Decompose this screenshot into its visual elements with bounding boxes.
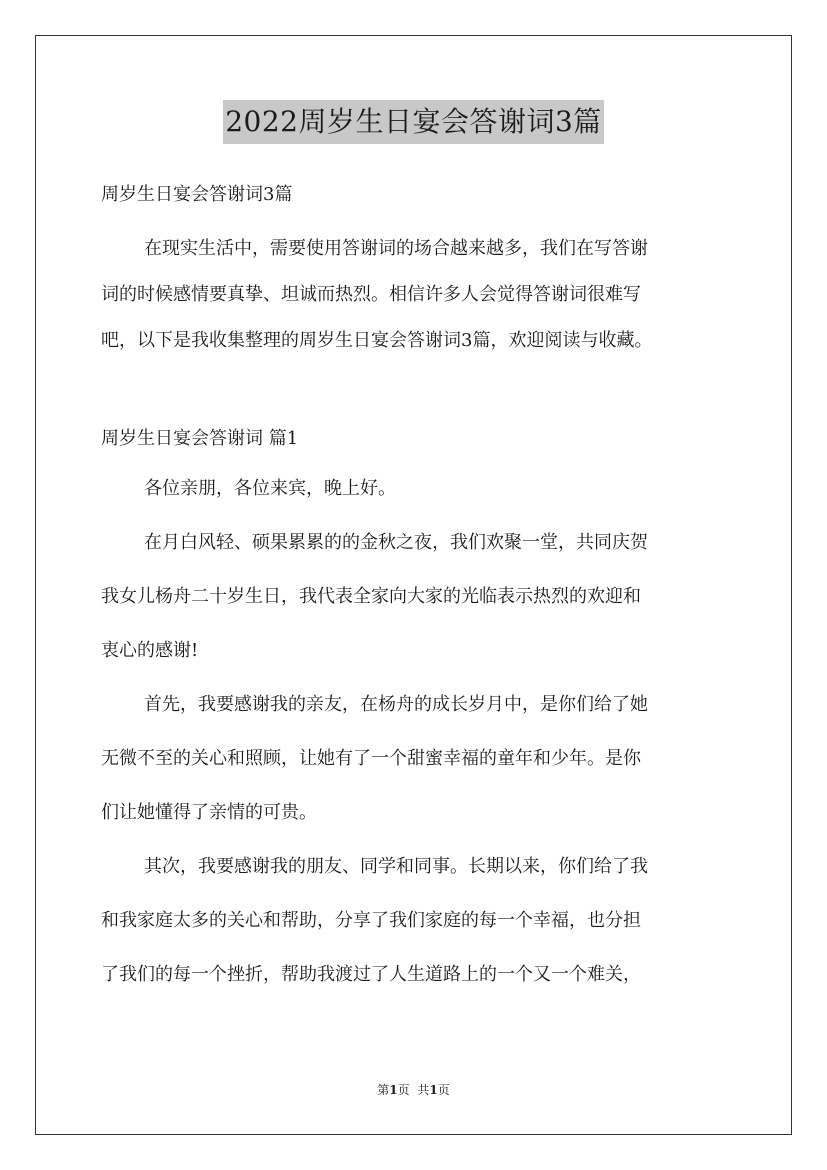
intro-line: 词的时候感情要真挚、坦诚而热烈。相信许多人会觉得答谢词很难写 — [101, 284, 641, 305]
document-body — [101, 172, 741, 1002]
greeting: 各位亲朋，各位来宾，晚上好。 — [144, 478, 396, 499]
paragraph-line: 首先，我要感谢我的亲友，在杨舟的成长岁月中，是你们给了她 — [144, 694, 648, 715]
paragraph-line: 们让她懂得了亲情的可贵。 — [101, 802, 317, 823]
paragraph-line: 和我家庭太多的关心和帮助，分享了我们家庭的每一个幸福，也分担 — [101, 910, 641, 931]
paragraph-line: 了我们的每一个挫折，帮助我渡过了人生道路上的一个又一个难关， — [101, 964, 641, 985]
document-title: 2022周岁生日宴会答谢词3篇 — [223, 100, 604, 144]
title-wrap — [0, 100, 827, 144]
intro-line: 在现实生活中，需要使用答谢词的场合越来越多，我们在写答谢 — [144, 238, 648, 259]
page-footer — [0, 1082, 827, 1098]
section-body — [101, 462, 741, 1002]
total-label: 页 — [437, 1083, 450, 1097]
paragraph-line: 衷心的感谢! — [101, 640, 199, 661]
subtitle: 周岁生日宴会答谢词3篇 — [101, 184, 293, 205]
paragraph-line: 其次，我要感谢我的朋友、同学和同事。长期以来，你们给了我 — [144, 856, 648, 877]
total-pages: 1 — [429, 1083, 438, 1097]
page-label: 第 — [377, 1083, 390, 1097]
paragraph-line: 我女儿杨舟二十岁生日，我代表全家向大家的光临表示热烈的欢迎和 — [101, 586, 641, 607]
page-label: 页 — [397, 1083, 410, 1097]
section-heading: 周岁生日宴会答谢词 篇1 — [101, 428, 299, 449]
paragraph-line: 在月白风轻、硕果累累的的金秋之夜，我们欢聚一堂，共同庆贺 — [144, 532, 648, 553]
page-number: 1 — [389, 1083, 398, 1097]
total-label: 共 — [417, 1083, 430, 1097]
paragraph-line: 无微不至的关心和照顾，让她有了一个甜蜜幸福的童年和少年。是你 — [101, 748, 641, 769]
intro-line: 吧，以下是我收集整理的周岁生日宴会答谢词3篇，欢迎阅读与收藏。 — [101, 330, 653, 351]
